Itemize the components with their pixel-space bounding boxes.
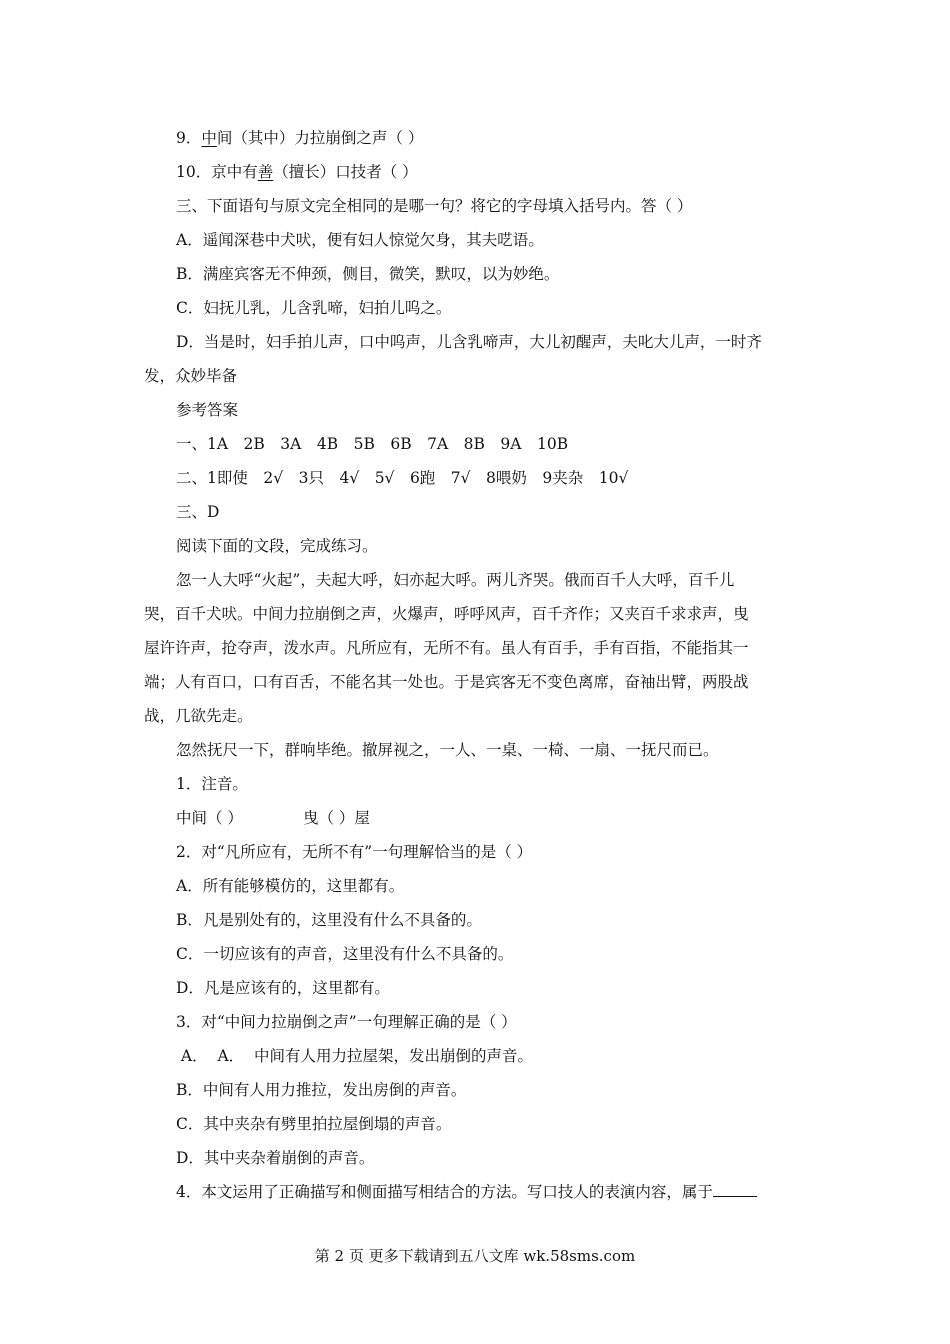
section-3-option-a: A．遥闻深巷中犬吠，便有妇人惊觉欠身，其夫呓语。: [176, 231, 544, 249]
passage-line-2: 哭，百千犬吠。中间力拉崩倒之声，火爆声，呼呼风声，百千齐作；又夹百千求求声，曳: [144, 605, 749, 623]
question-10: [176, 162, 810, 182]
exercise-3-option-c: C．其中夹杂有劈里拍拉屋倒塌的声音。: [176, 1115, 452, 1133]
exercise-1-heading: 1．注音。: [176, 775, 248, 793]
reading-instruction: 阅读下面的文段，完成练习。: [176, 537, 378, 555]
exercise-1-items: [176, 808, 810, 828]
pinyin-blank-ye: 曳（ ）屋: [302, 809, 370, 827]
section-3-option-c: C．妇抚儿乳，儿含乳啼，妇拍儿呜之。: [176, 299, 452, 317]
question-9-underlined-char: 中: [201, 129, 217, 147]
exercise-2-option-b: B．凡是别处有的，这里没有什么不具备的。: [176, 911, 482, 929]
question-10-number: 10．京中有: [176, 163, 258, 181]
answer-key-part-2: 二、1即使 2√ 3只 4√ 5√ 6跑 7√ 8喂奶 9夹杂 10√: [176, 469, 629, 487]
passage-line-5: 战，几欲先走。: [144, 707, 253, 725]
answer-key-heading: 参考答案: [176, 401, 239, 419]
section-3-option-d-line2: 发，众妙毕备: [144, 367, 238, 385]
exercise-2-question: 2．对“凡所应有，无所不有”一句理解恰当的是（ ）: [176, 843, 533, 861]
passage-line-1: 忽一人大呼“火起”，夫起大呼，妇亦起大呼。两儿齐哭。俄而百千人大呼，百千儿: [176, 571, 735, 589]
question-10-text: （擅长）口技者（ ）: [273, 163, 418, 181]
passage-line-3: 屋许许声，抢夺声，泼水声。凡所应有，无所不有。虽人有百手，手有百指，不能指其一: [144, 639, 749, 657]
page-footer: 第 2 页 更多下载请到五八文库 wk.58sms.com: [314, 1247, 636, 1265]
question-9-number: 9．: [176, 129, 202, 147]
exercise-3-option-b: B．中间有人用力推拉，发出房倒的声音。: [176, 1081, 467, 1099]
exercise-2-option-c: C．一切应该有的声音，这里没有什么不具备的。: [176, 945, 514, 963]
section-3-option-b: B．满座宾客无不伸颈，侧目，微笑，默叹，以为妙绝。: [176, 265, 560, 283]
exercise-4-text: 4．本文运用了正确描写和侧面描写相结合的方法。写口技人的表演内容，属于: [176, 1183, 713, 1201]
section-3-option-d-line1: D．当是时，妇手拍儿声，口中呜声，儿含乳啼声，大儿初醒声，夫叱大儿声，一时齐: [176, 333, 762, 351]
answer-key-part-3: 三、D: [176, 503, 220, 521]
section-3-heading: 三、下面语句与原文完全相同的是哪一句？将它的字母填入括号内。答（ ）: [176, 197, 693, 215]
exercise-3-option-d: D．其中夹杂着崩倒的声音。: [176, 1149, 375, 1167]
exercise-2-option-d: D．凡是应该有的，这里都有。: [176, 979, 390, 997]
question-9: [176, 128, 810, 148]
exercise-2-option-a: A．所有能够模仿的，这里都有。: [176, 877, 405, 895]
answer-blank: [713, 1182, 757, 1197]
question-9-text: 间（其中）力拉崩倒之声（ ）: [216, 129, 424, 147]
exercise-4-question: [176, 1182, 810, 1202]
exercise-3-option-a: A． A． 中间有人用力拉屋架，发出崩倒的声音。: [176, 1047, 534, 1065]
question-10-underlined-char: 善: [257, 163, 274, 181]
passage-line-4: 端；人有百口，口有百舌，不能名其一处也。于是宾客无不变色离席，奋袖出臂，两股战: [144, 673, 749, 691]
passage-paragraph-2: 忽然抚尺一下，群响毕绝。撤屏视之，一人、一桌、一椅、一扇、一抚尺而已。: [176, 741, 719, 759]
answer-key-part-1: 一、1A 2B 3A 4B 5B 6B 7A 8B 9A 10B: [176, 435, 569, 453]
pinyin-blank-zhongjian: 中间（ ）: [176, 809, 243, 827]
exercise-3-question: 3．对“中间力拉崩倒之声”一句理解正确的是（ ）: [176, 1013, 517, 1031]
